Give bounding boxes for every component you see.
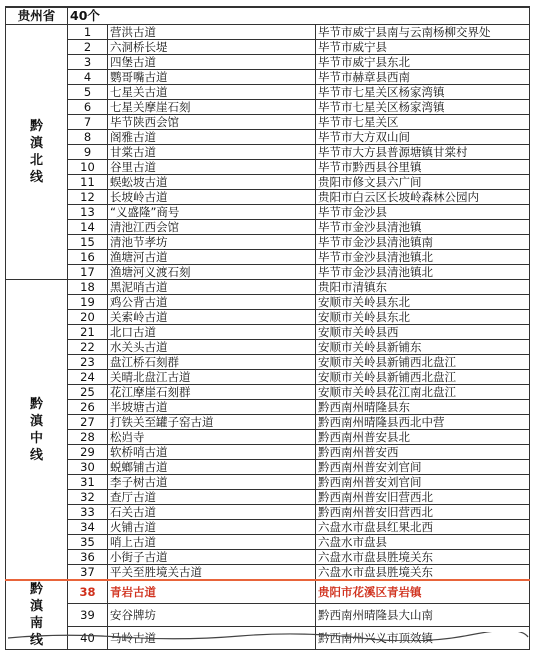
site-location: 安顺市关岭县东北 — [316, 310, 530, 325]
site-location: 毕节市七星关区 — [316, 115, 530, 130]
table-row — [6, 385, 530, 400]
row-number: 10 — [68, 160, 108, 175]
site-location: 安顺市关岭县新铺东 — [316, 340, 530, 355]
row-number: 27 — [68, 415, 108, 430]
region-char: 滇 — [29, 599, 43, 614]
table-row — [6, 445, 530, 460]
row-number: 28 — [68, 430, 108, 445]
table-row — [6, 235, 530, 250]
table-row — [6, 145, 530, 160]
row-number: 30 — [68, 460, 108, 475]
region-char: 黔 — [29, 119, 43, 134]
row-number: 23 — [68, 355, 108, 370]
site-name: 六洞桥长堤 — [108, 40, 316, 55]
table-row — [6, 460, 530, 475]
table-row — [6, 160, 530, 175]
province-header: 贵州省 — [6, 7, 68, 25]
site-name: 鹦哥嘴古道 — [108, 70, 316, 85]
table-row — [6, 400, 530, 415]
table-row — [6, 520, 530, 535]
table-row — [6, 175, 530, 190]
table-row — [6, 85, 530, 100]
row-number: 4 — [68, 70, 108, 85]
site-name: 火铺古道 — [108, 520, 316, 535]
site-location: 贵阳市白云区长坡岭森林公园内 — [316, 190, 530, 205]
site-name: 营洪古道 — [108, 25, 316, 40]
site-name: 马岭古道 — [108, 627, 316, 650]
site-name: 水关头古道 — [108, 340, 316, 355]
table-row — [6, 340, 530, 355]
row-number: 19 — [68, 295, 108, 310]
site-location: 毕节市金沙县清池镇南 — [316, 235, 530, 250]
site-location: 六盘水市盘县 — [316, 535, 530, 550]
row-number: 38 — [68, 580, 108, 604]
site-location: 安顺市关岭县东北 — [316, 295, 530, 310]
region-label — [6, 280, 68, 581]
site-name: 平关至胜境关古道 — [108, 565, 316, 581]
table-row — [6, 130, 530, 145]
row-number: 13 — [68, 205, 108, 220]
site-location: 毕节市金沙县清池镇 — [316, 220, 530, 235]
row-number: 26 — [68, 400, 108, 415]
table-row — [6, 310, 530, 325]
table-row — [6, 100, 530, 115]
site-location: 毕节市威宁县东北 — [316, 55, 530, 70]
site-name: 半坡塘古道 — [108, 400, 316, 415]
site-location: 六盘水市盘县胜境关东 — [316, 550, 530, 565]
site-location: 毕节市大方双山间 — [316, 130, 530, 145]
row-number: 6 — [68, 100, 108, 115]
table-row — [6, 295, 530, 310]
site-location: 毕节市赫章县西南 — [316, 70, 530, 85]
site-name: 七星关古道 — [108, 85, 316, 100]
region-char: 黔 — [29, 582, 43, 597]
site-location: 黔西南州普安西 — [316, 445, 530, 460]
table-row — [6, 565, 530, 581]
table-row — [6, 220, 530, 235]
row-number: 33 — [68, 505, 108, 520]
table-row — [6, 604, 530, 627]
site-location: 安顺市关岭县新铺西北盘江 — [316, 370, 530, 385]
table-row — [6, 475, 530, 490]
site-name: 清池节孝坊 — [108, 235, 316, 250]
row-number: 16 — [68, 250, 108, 265]
row-number: 15 — [68, 235, 108, 250]
site-name: 青岩古道 — [108, 580, 316, 604]
table-row — [6, 490, 530, 505]
site-location: 黔西南州晴隆县大山南 — [316, 604, 530, 627]
row-number: 11 — [68, 175, 108, 190]
site-location: 毕节市金沙县 — [316, 205, 530, 220]
row-number: 37 — [68, 565, 108, 581]
site-location: 毕节市七星关区杨家湾镇 — [316, 85, 530, 100]
row-number: 29 — [68, 445, 108, 460]
row-number: 40 — [68, 627, 108, 650]
row-number: 22 — [68, 340, 108, 355]
region-char: 南 — [29, 616, 43, 631]
row-number: 32 — [68, 490, 108, 505]
heritage-sites-table — [5, 6, 529, 650]
site-name: 哨上古道 — [108, 535, 316, 550]
region-char: 线 — [29, 633, 43, 648]
site-name: 北口古道 — [108, 325, 316, 340]
site-name: 查厅古道 — [108, 490, 316, 505]
row-number: 31 — [68, 475, 108, 490]
site-location: 安顺市关岭县新铺西北盘江 — [316, 355, 530, 370]
site-name: 阁雅古道 — [108, 130, 316, 145]
site-name: 小街子古道 — [108, 550, 316, 565]
row-number: 25 — [68, 385, 108, 400]
row-number: 14 — [68, 220, 108, 235]
region-char: 线 — [29, 170, 43, 185]
row-number: 18 — [68, 280, 108, 295]
site-location: 毕节市威宁县 — [316, 40, 530, 55]
row-number: 36 — [68, 550, 108, 565]
site-name: 毕节陕西会馆 — [108, 115, 316, 130]
site-name: 谷里古道 — [108, 160, 316, 175]
site-name: 李子树古道 — [108, 475, 316, 490]
row-number: 35 — [68, 535, 108, 550]
sites-table — [5, 6, 530, 650]
table-row — [6, 115, 530, 130]
table-row — [6, 280, 530, 295]
site-location: 毕节市七星关区杨家湾镇 — [316, 100, 530, 115]
row-number: 8 — [68, 130, 108, 145]
site-location: 毕节市大方县普源塘镇甘棠村 — [316, 145, 530, 160]
site-location: 毕节市金沙县清池镇北 — [316, 265, 530, 280]
site-location: 六盘水市盘县红果北西 — [316, 520, 530, 535]
site-location: 贵阳市清镇东 — [316, 280, 530, 295]
table-row — [6, 325, 530, 340]
row-number: 34 — [68, 520, 108, 535]
table-row — [6, 355, 530, 370]
site-name: 松岿寺 — [108, 430, 316, 445]
site-name: 鸡公背古道 — [108, 295, 316, 310]
site-name: 黑泥哨古道 — [108, 280, 316, 295]
table-row — [6, 505, 530, 520]
table-row — [6, 550, 530, 565]
site-location: 安顺市关岭县西 — [316, 325, 530, 340]
row-number: 1 — [68, 25, 108, 40]
site-name: 渔塘河义渡石刻 — [108, 265, 316, 280]
table-row — [6, 55, 530, 70]
site-name: 石关古道 — [108, 505, 316, 520]
row-number: 24 — [68, 370, 108, 385]
region-label — [6, 25, 68, 280]
region-char: 中 — [29, 430, 43, 446]
table-header-row — [6, 7, 530, 25]
table-row — [6, 40, 530, 55]
site-location: 黔西南州兴义市顶效镇 — [316, 627, 530, 650]
site-location: 贵阳市修文县六广间 — [316, 175, 530, 190]
region-char: 滇 — [29, 136, 43, 151]
site-name: 蜈蚣坡古道 — [108, 175, 316, 190]
row-number: 17 — [68, 265, 108, 280]
site-name: 长坡岭古道 — [108, 190, 316, 205]
table-row — [6, 430, 530, 445]
handwritten-scribble — [0, 632, 534, 641]
row-number: 7 — [68, 115, 108, 130]
row-number: 9 — [68, 145, 108, 160]
site-name: 渔塘河古道 — [108, 250, 316, 265]
site-location: 六盘水市盘县胜境关东 — [316, 565, 530, 581]
site-location: 黔西南州普安刘官间 — [316, 475, 530, 490]
row-number: 2 — [68, 40, 108, 55]
site-location: 黔西南州普安县北 — [316, 430, 530, 445]
site-name: 甘棠古道 — [108, 145, 316, 160]
row-number: 39 — [68, 604, 108, 627]
row-number: 20 — [68, 310, 108, 325]
site-name: 盘江桥石刻群 — [108, 355, 316, 370]
site-name: “义盛隆”商号 — [108, 205, 316, 220]
row-number: 12 — [68, 190, 108, 205]
site-name: 蜕螂铺古道 — [108, 460, 316, 475]
site-location: 安顺市关岭县花江南北盘江 — [316, 385, 530, 400]
table-row — [6, 25, 530, 40]
site-name: 七星关摩崖石刻 — [108, 100, 316, 115]
region-char: 滇 — [29, 413, 43, 429]
table-row — [6, 580, 530, 604]
region-char: 黔 — [29, 396, 43, 412]
table-row — [6, 415, 530, 430]
region-char: 北 — [29, 153, 43, 168]
table-row — [6, 370, 530, 385]
table-row — [6, 250, 530, 265]
row-number: 3 — [68, 55, 108, 70]
site-location: 黔西南州晴隆县西北中营 — [316, 415, 530, 430]
table-row — [6, 265, 530, 280]
site-name: 软桥哨古道 — [108, 445, 316, 460]
region-char: 线 — [29, 447, 43, 463]
site-name: 四堡古道 — [108, 55, 316, 70]
site-name: 打铁关至罐子窑古道 — [108, 415, 316, 430]
table-body — [6, 7, 530, 650]
row-number: 21 — [68, 325, 108, 340]
site-location: 贵阳市花溪区青岩镇 — [316, 580, 530, 604]
site-location: 毕节市威宁县南与云南杨柳交界处 — [316, 25, 530, 40]
site-location: 黔西南州普安旧营西北 — [316, 505, 530, 520]
table-row — [6, 535, 530, 550]
table-row — [6, 205, 530, 220]
site-name: 花江摩崖石刻群 — [108, 385, 316, 400]
site-location: 毕节市金沙县清池镇北 — [316, 250, 530, 265]
site-name: 清池江西会馆 — [108, 220, 316, 235]
site-location: 黔西南州普安刘官间 — [316, 460, 530, 475]
site-location: 毕节市黔西县谷里镇 — [316, 160, 530, 175]
site-location: 黔西南州普安旧营西北 — [316, 490, 530, 505]
row-number: 5 — [68, 85, 108, 100]
site-name: 关晴北盘江古道 — [108, 370, 316, 385]
site-location: 黔西南州晴隆县东 — [316, 400, 530, 415]
table-row — [6, 70, 530, 85]
count-header: 40个 — [68, 7, 530, 25]
site-name: 关索岭古道 — [108, 310, 316, 325]
site-name: 安谷牌坊 — [108, 604, 316, 627]
table-row — [6, 190, 530, 205]
